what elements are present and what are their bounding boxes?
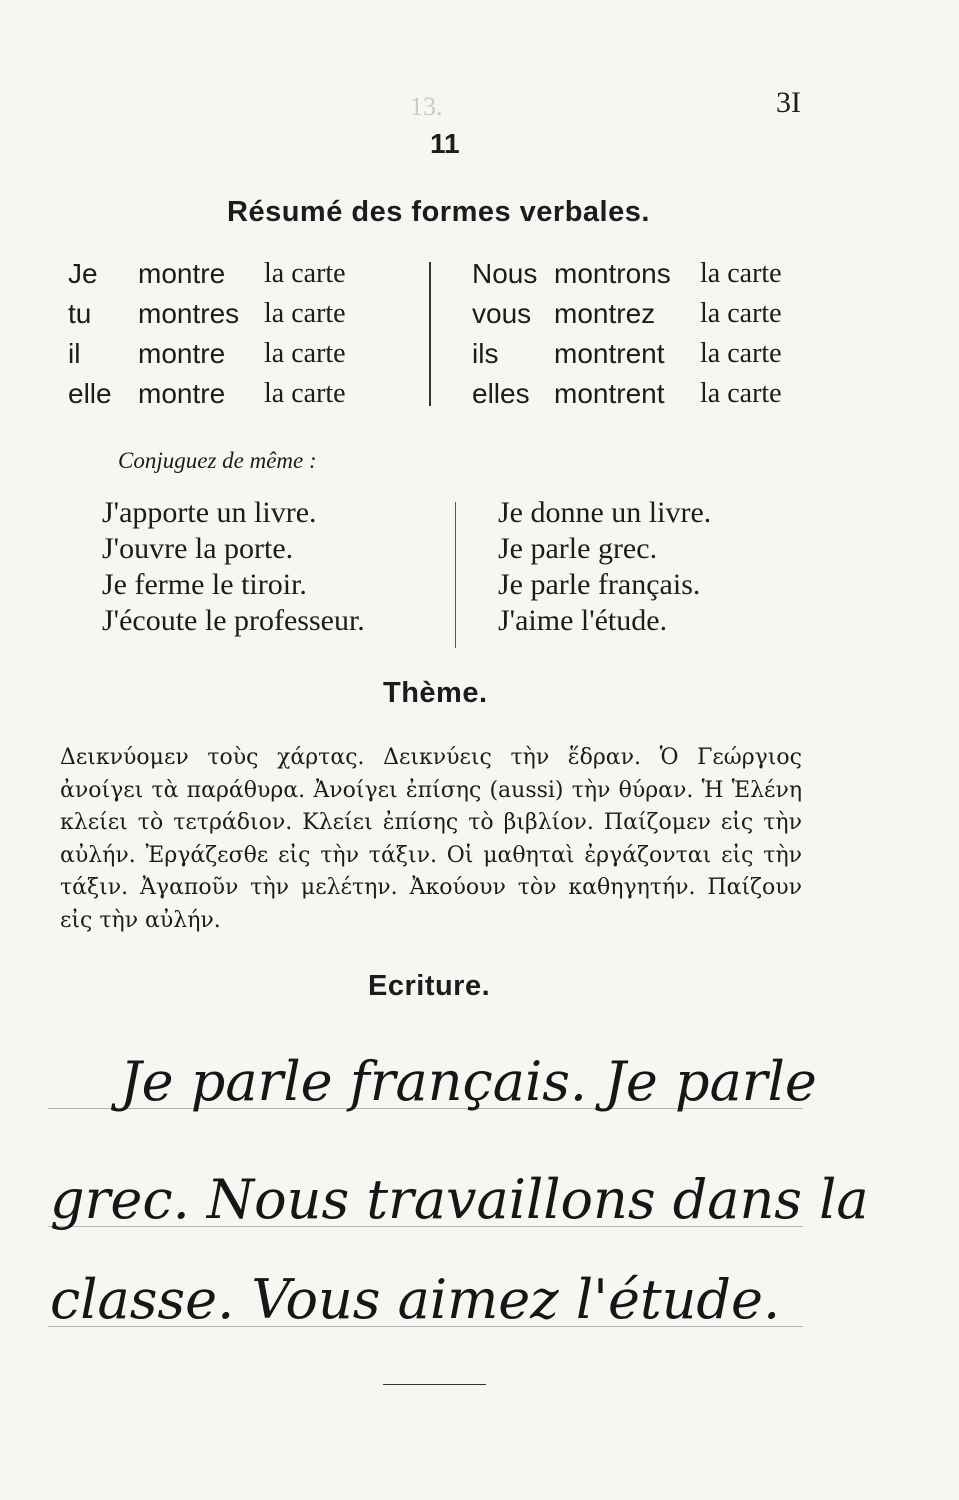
lesson-number: 11	[430, 128, 460, 159]
object: la carte	[700, 258, 782, 289]
pronoun: vous	[472, 298, 532, 329]
page-number: 3I	[776, 86, 801, 119]
pronoun: elle	[68, 378, 112, 409]
object: la carte	[264, 298, 346, 329]
example-line: J'aime l'étude.	[498, 604, 668, 637]
example-line: Je parle français.	[498, 568, 701, 601]
conjugation-row	[68, 338, 808, 378]
pronoun: elles	[472, 378, 530, 409]
pronoun: Je	[68, 258, 98, 289]
script-line: grec. Nous travaillons dans la	[50, 1168, 869, 1231]
object: la carte	[700, 378, 782, 409]
conjugation-row	[68, 298, 808, 338]
object: la carte	[264, 378, 346, 409]
example-line: J'ouvre la porte.	[102, 532, 294, 565]
heading-ecriture: Ecriture.	[368, 970, 491, 1002]
pronoun: ils	[472, 338, 499, 369]
object: la carte	[700, 338, 782, 369]
verb: montrent	[554, 378, 665, 409]
heading-theme: Thème.	[383, 677, 488, 709]
theme-paragraph: Δεικνύομεν τοὺς χάρτας. Δεικνύεις τὴν ἕδραν. Ὁ Γεώργιος ἀνοίγει τὰ παράθυρα. Ἀνοίγει ἐπίσης (aussi) τὴν θύραν. Ἡ Ἑλένη κλείει τὸ τετράδιον. Κλείει ἐπίσης τὸ βιβλίον. Παίζομεν εἰς τὴν αὐλήν. Ἐργάζεσθε εἰς τὴν τάξιν. Οἱ μαθηταὶ ἐργάζονται εἰς τὴν τάξιν. Ἀγαποῦν τὴν μελέτην. Ἀκούουν τὸν καθηγητήν. Παίζουν εἰς τὴν αὐλήν.	[60, 745, 802, 933]
verb: montrent	[554, 338, 665, 369]
conjugation-row	[68, 258, 808, 298]
example-line: J'apporte un livre.	[102, 496, 317, 529]
verb: montre	[138, 258, 226, 289]
object: la carte	[264, 338, 346, 369]
verb: montrez	[554, 298, 656, 329]
pronoun: Nous	[472, 258, 538, 289]
script-line: Je parle français. Je parle	[120, 1050, 817, 1113]
verb: montrons	[554, 258, 671, 289]
example-line: Je donne un livre.	[498, 496, 712, 529]
verb: montres	[138, 298, 240, 329]
conjugation-row	[68, 378, 808, 418]
verb: montre	[138, 378, 226, 409]
ghost-page-number: 13.	[410, 92, 443, 121]
examples-left	[102, 496, 365, 640]
object: la carte	[264, 258, 346, 289]
column-divider	[455, 502, 456, 648]
example-line: J'écoute le professeur.	[102, 604, 365, 637]
conjugate-note: Conjuguez de même :	[118, 448, 317, 473]
object: la carte	[700, 298, 782, 329]
example-line: Je parle grec.	[498, 532, 658, 565]
verb: montre	[138, 338, 226, 369]
column-divider	[429, 262, 431, 406]
pronoun: tu	[68, 298, 92, 329]
heading-resume: Résumé des formes verbales.	[227, 196, 650, 228]
examples-right	[498, 496, 711, 640]
bottom-rule	[383, 1384, 486, 1385]
pronoun: il	[68, 338, 81, 369]
example-line: Je ferme le tiroir.	[102, 568, 307, 601]
script-line: classe. Vous aimez l'étude.	[50, 1268, 781, 1331]
conjugation-table	[68, 258, 808, 418]
